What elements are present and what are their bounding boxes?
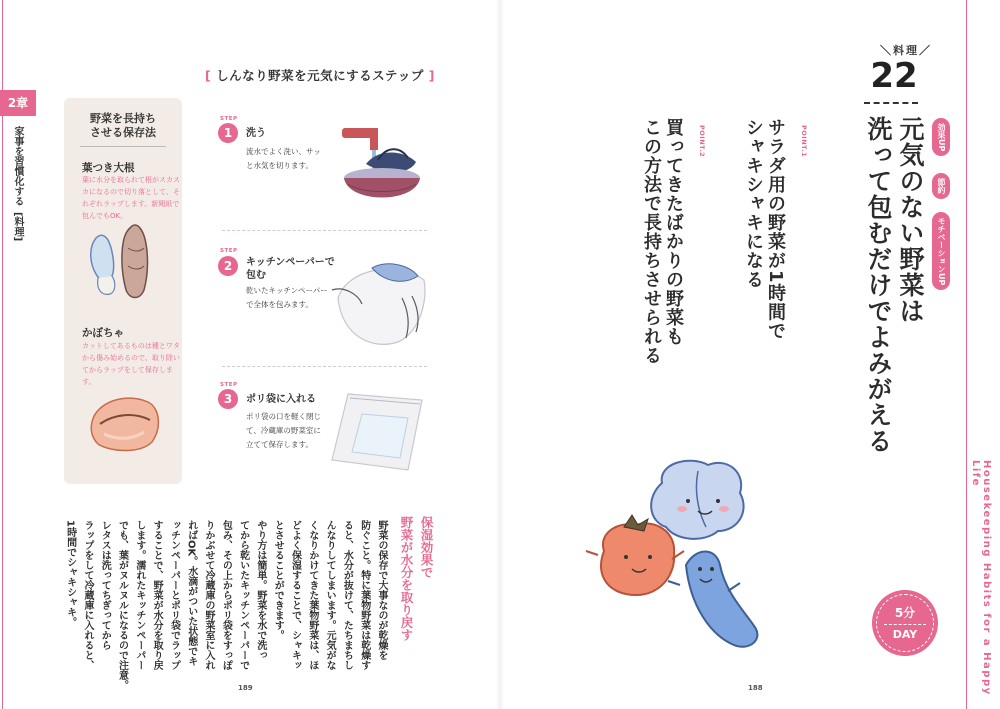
- point-label: POINT.2: [698, 125, 706, 158]
- step-label: STEP: [220, 382, 238, 388]
- tag-badge: 節約: [932, 173, 950, 199]
- daikon-illustration: [82, 218, 172, 308]
- step-number-badge: 2: [218, 256, 238, 276]
- step-text: ポリ袋の口を軽く閉じて、冷蔵庫の野菜室に立てて保存します。: [246, 412, 321, 449]
- storage-divider: [80, 146, 166, 147]
- step-number-badge: 3: [218, 389, 238, 409]
- step-title: ポリ袋に入れる: [246, 394, 316, 405]
- time-badge-minutes: 5分: [894, 606, 916, 620]
- step-title: キッチンペーパーで包む: [246, 257, 335, 281]
- series-side-text: Housekeeping Habits for a Happy Life: [970, 460, 992, 696]
- step-title: 洗う: [246, 128, 266, 139]
- point-text: サラダ用の野菜が1時間で シャキシャキになる: [743, 118, 786, 341]
- time-badge-ring: [876, 594, 934, 652]
- moisture-body: 野菜の保存で大事なのが乾燥を 防ぐこと。特に葉物野菜は乾燥す ると、水分が抜けて、たちまちし んなりしてしまいます。元気がな くなりかけてきた葉物野菜は、ほ どよく保湿することで、シャキッ とさせることができます。 やり方は簡単。野菜を水で洗っ てから乾いたキッチンペーパーで 包み、その上からポリ袋をすっぽ りかぶせて冷蔵庫の野菜室に入れ ればOK。水滴がついた状態でキ ッチンペーパーとポリ袋でラップ することで、野菜が水分を取り戻 します。濡れたキッチンペーパー でも、葉がヌルヌルになるので注意。 レタスは洗ってちぎってから ラップをして冷蔵庫に入れると、 1時間でシャキシャキ。: [64, 520, 387, 690]
- step-text: 流水でよく洗い、サッと水気を切ります。: [246, 147, 321, 170]
- time-badge-divider: [884, 624, 926, 625]
- storage-item-text: 葉に水分を取られて根がスカスカになるので切り落として、それぞれラップします。新聞紙で包んでもOK。: [82, 176, 180, 220]
- recipe-number-underline: [864, 102, 918, 104]
- vegetable-characters-illustration: [580, 455, 780, 660]
- step-label: STEP: [220, 116, 238, 122]
- step-label: STEP: [220, 248, 238, 254]
- storage-item-heading: かぼちゃ: [82, 327, 124, 339]
- recipe-number: 22: [870, 56, 918, 96]
- moisture-heading: 保湿効果で 野菜が水分を取り戻す: [399, 516, 434, 641]
- storage-title: 野菜を長持ち させる保存法: [90, 112, 156, 139]
- step-divider: [222, 230, 427, 231]
- right-page-border: [966, 0, 967, 709]
- step-text: 乾いたキッチンペーパーで全体を包みます。: [246, 286, 328, 309]
- step-number-badge: 1: [218, 123, 238, 143]
- wrapping-illustration: [328, 254, 432, 354]
- book-gutter: [496, 0, 504, 709]
- storage-item-text: カットしてあるものは種とワタから傷み始めるので、取り除いてからラップをして保存します。: [82, 342, 180, 386]
- tag-badge: 効果UP: [932, 118, 950, 156]
- tag-badge: モチベーションUP: [932, 212, 950, 290]
- point-label: POINT.1: [800, 125, 808, 158]
- point-text: 買ってきたばかりの野菜も この方法で長持ちさせられる: [641, 118, 684, 365]
- storage-item-heading: 葉つき大根: [82, 162, 135, 174]
- washing-illustration: [330, 120, 430, 220]
- steps-heading: [ しんなり野菜を元気にするステップ ]: [205, 68, 435, 83]
- pumpkin-illustration: [86, 388, 166, 458]
- chapter-category: [料理]: [12, 212, 23, 242]
- page-number-left: 189: [238, 684, 253, 692]
- page-title: 元気のない野菜は 洗って包むだけでよみがえる: [864, 116, 925, 454]
- chapter-subtitle: 家事を習慣化する: [12, 126, 23, 206]
- chapter-tab: 2章: [0, 90, 36, 116]
- plastic-bag-illustration: [326, 380, 430, 474]
- page-number-right: 188: [748, 684, 763, 692]
- step-divider: [222, 366, 427, 367]
- time-badge-day: DAY: [892, 628, 918, 641]
- recipe-category: ＼料理／: [880, 44, 932, 57]
